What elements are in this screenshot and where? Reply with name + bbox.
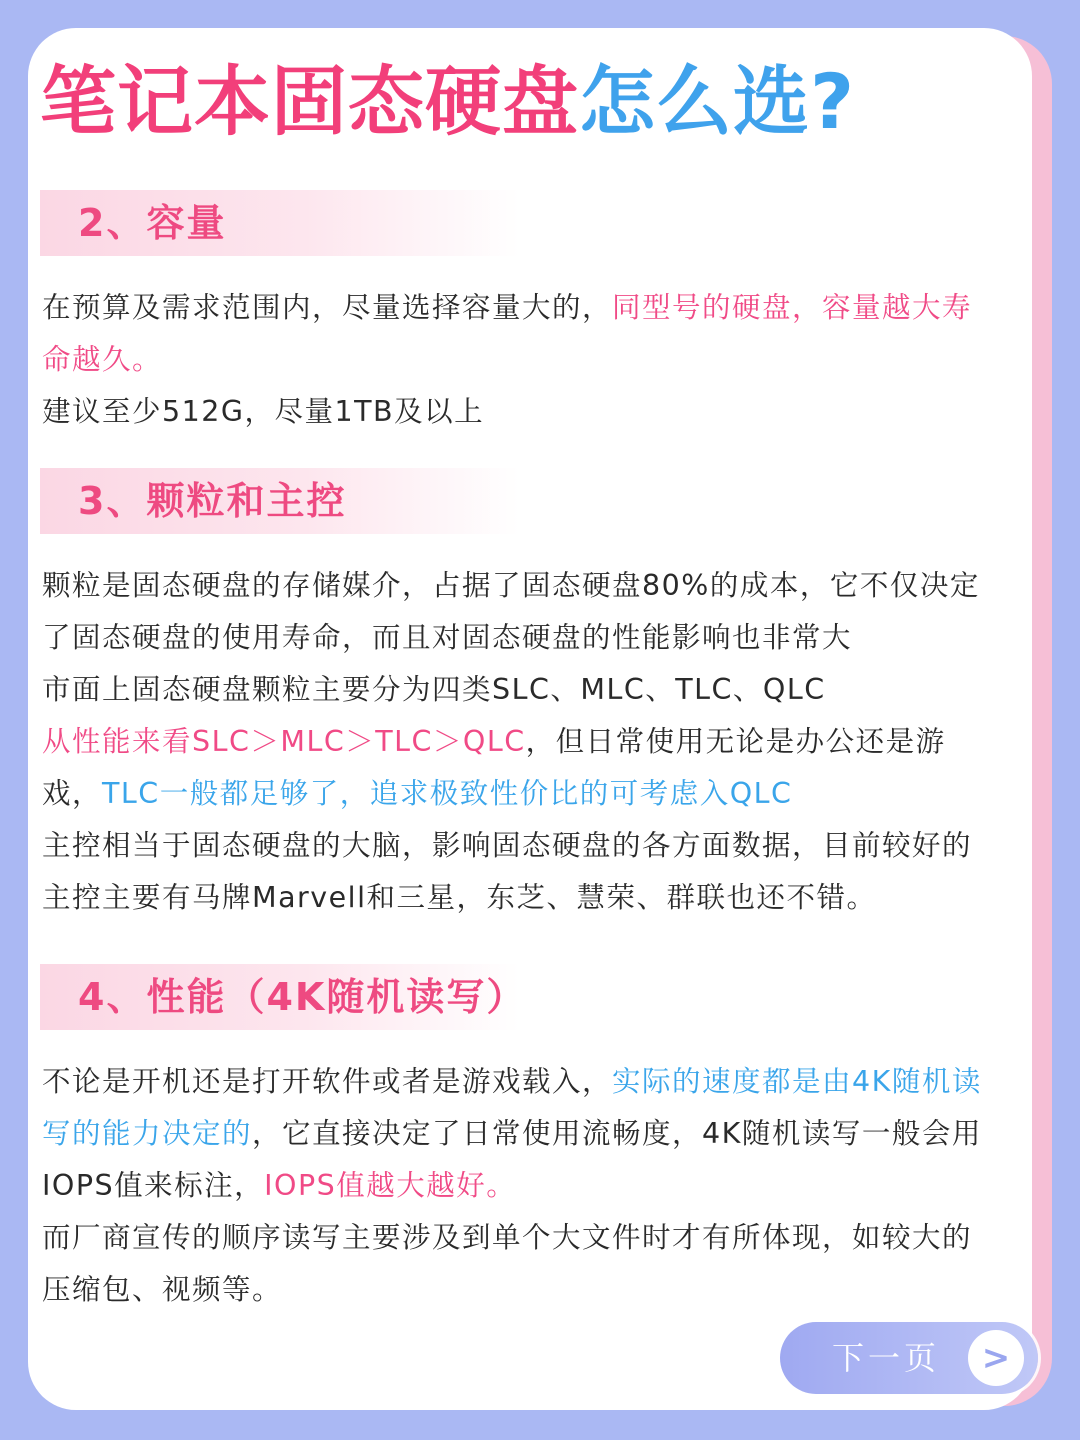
next-page-button[interactable] — [780, 1322, 1038, 1394]
section-heading-flash-controller — [40, 468, 520, 534]
paragraph-flash-4: 主控相当于固态硬盘的大脑，影响固态硬盘的各方面数据，目前较好的主控主要有马牌Marvell和三星，东芝、慧荣、群联也还不错。 — [42, 829, 973, 914]
paragraph-flash-1: 颗粒是固态硬盘的存储媒介，占据了固态硬盘80%的成本，它不仅决定了固态硬盘的使用寿命，而且对固态硬盘的性能影响也非常大 — [42, 569, 980, 654]
section-heading-label: 4、性能（4K随机读写） — [78, 975, 527, 1019]
paragraph-performance-2: 而厂商宣传的顺序读写主要涉及到单个大文件时才有所体现，如较大的压缩包、视频等。 — [42, 1221, 973, 1306]
paragraph-capacity-1 — [42, 282, 992, 386]
next-page-label: 下一页 — [832, 1339, 941, 1377]
section-heading-label: 3、颗粒和主控 — [78, 479, 347, 523]
text-normal: ，但日常使用无论是办公还是游戏， — [42, 725, 946, 810]
text-highlight-blue: 实际的速度都是由4K随机读写的能力决定的 — [42, 1065, 982, 1150]
chevron-right-icon: > — [968, 1330, 1024, 1386]
title-part-blue: 怎么选? — [579, 57, 856, 146]
text-highlight-blue: TLC一般都足够了，追求极致性价比的可考虑入QLC — [102, 777, 793, 810]
text-normal: ，它直接决定了日常使用流畅度，4K随机读写一般会用IOPS值来标注， — [42, 1117, 982, 1202]
page-title — [40, 56, 855, 147]
text-highlight-pink: 从性能来看SLC＞MLC＞TLC＞QLC — [42, 725, 526, 758]
paragraph-capacity-2: 建议至少512G，尽量1TB及以上 — [42, 395, 485, 428]
text-highlight-pink: IOPS值越大越好。 — [264, 1169, 517, 1202]
paragraph-performance-1 — [42, 1056, 992, 1212]
section-heading-label: 2、容量 — [78, 201, 227, 245]
text-normal: 在预算及需求范围内，尽量选择容量大的， — [42, 291, 613, 324]
section-heading-performance — [40, 964, 527, 1030]
paragraph-flash-2: 市面上固态硬盘颗粒主要分为四类SLC、MLC、TLC、QLC — [42, 673, 826, 706]
title-part-pink: 笔记本固态硬盘 — [40, 57, 579, 146]
paragraph-flash-3 — [42, 716, 992, 820]
text-highlight-pink: 同型号的硬盘，容量越大寿命越久。 — [42, 291, 973, 376]
text-normal: 不论是开机还是打开软件或者是游戏载入， — [42, 1065, 613, 1098]
section-heading-capacity — [40, 190, 520, 256]
